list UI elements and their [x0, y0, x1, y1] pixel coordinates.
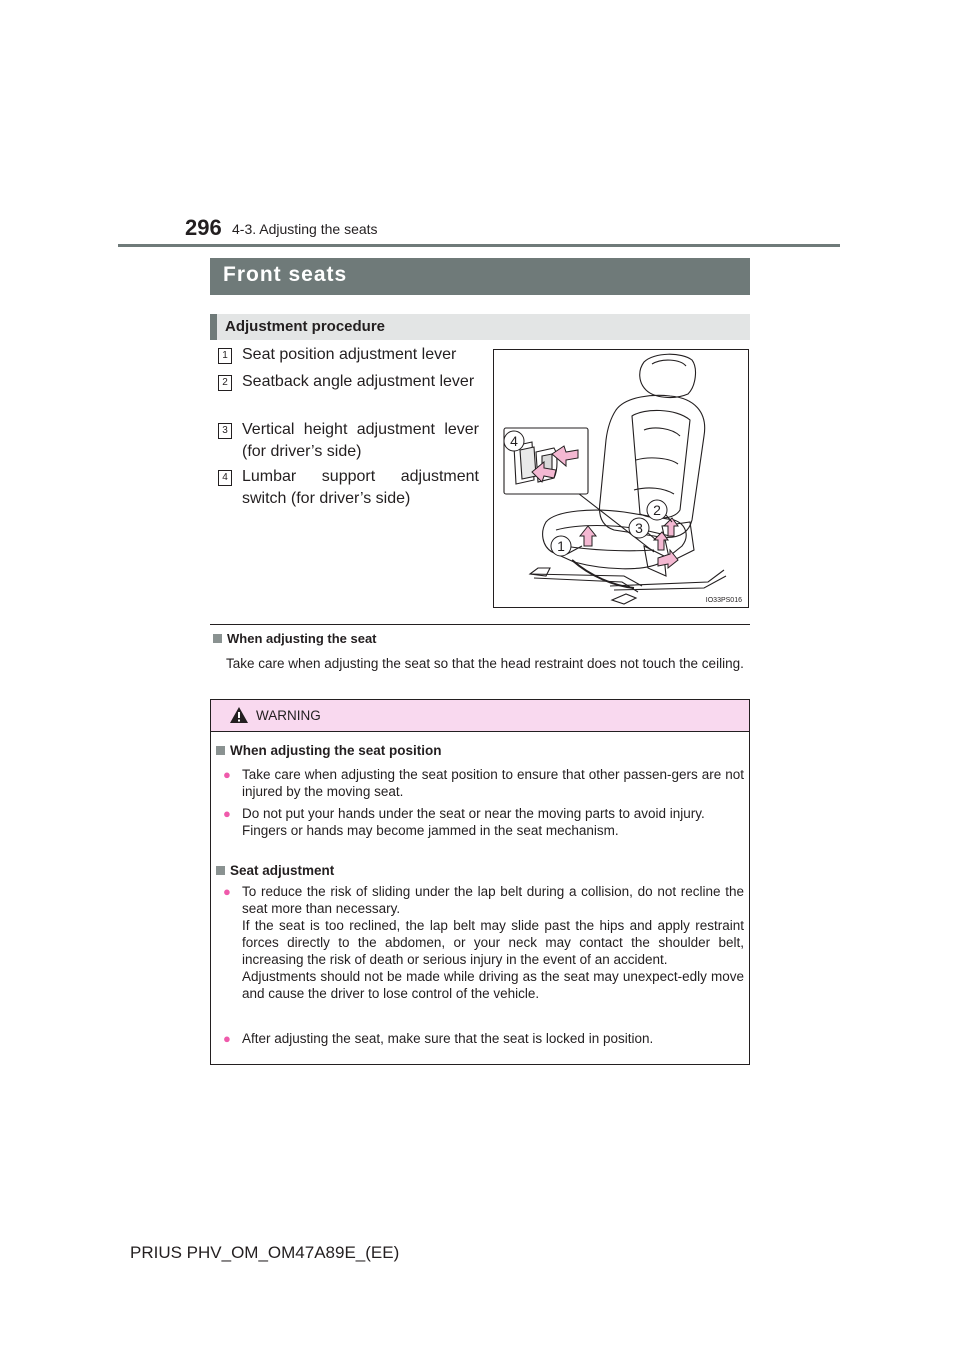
item-number-badge: 3	[218, 423, 232, 439]
item-number-badge: 4	[218, 470, 232, 486]
warning-bullet-text: After adjusting the seat, make sure that the seat is locked in position.	[242, 1031, 654, 1046]
list-item: Vertical height adjustment lever (for driver’s side)	[242, 421, 479, 460]
list-item: Seat position adjustment lever	[242, 346, 457, 363]
square-bullet-icon	[216, 866, 225, 875]
warning-box	[210, 699, 750, 1065]
bullet-icon: ●	[223, 1031, 231, 1046]
warning-bullet-text: To reduce the risk of sliding under the lap belt during a collision, do not recline the seat more than necessary. If the seat is too reclined, the lap belt may slide past the hips and apply restraint forces directly to the abdomen, or your neck may contact the shoulder belt, increasing the risk of death or serious injury in the event of an accident. Adjustments should not be made while driving as the seat may unexpect-edly move and cause the driver to lose control of the vehicle.	[242, 884, 744, 1001]
warning-triangle-icon	[229, 706, 249, 724]
section-title: 4-3. Adjusting the seats	[232, 221, 378, 237]
page-number: 296	[185, 215, 222, 240]
warning-section-heading	[216, 863, 334, 878]
note-heading	[213, 631, 377, 646]
footer-text: PRIUS PHV_OM_OM47A89E_(EE)	[130, 1243, 400, 1262]
list-item: Seatback angle adjustment lever	[242, 373, 475, 390]
list-item: Lumbar support adjustment switch (for driver’s side)	[242, 468, 479, 507]
warning-section-heading-text: Seat adjustment	[230, 863, 335, 878]
note-heading-text: When adjusting the seat	[227, 631, 377, 646]
callout-3: 3	[635, 520, 643, 536]
warning-section-heading-text: When adjusting the seat position	[230, 743, 442, 758]
header-rule	[118, 244, 840, 247]
seat-illustration	[493, 349, 749, 608]
warning-bullet-text: Do not put your hands under the seat or near the moving parts to avoid injury. Fingers or hands may become jammed in the seat mechanism.	[242, 806, 705, 838]
bullet-icon: ●	[223, 806, 231, 821]
warning-bullet-text: Take care when adjusting the seat position to ensure that other passen-gers are not injured by the moving seat.	[242, 767, 744, 799]
page-title: Front seats	[210, 258, 750, 295]
seat-drawing	[494, 350, 748, 607]
illustration-code: IO33PS016	[705, 597, 742, 604]
callout-4: 4	[510, 433, 518, 449]
warning-label: WARNING	[256, 708, 321, 723]
warning-header	[211, 700, 749, 732]
callout-2: 2	[653, 502, 661, 518]
item-number-badge: 1	[218, 348, 232, 364]
square-bullet-icon	[216, 746, 225, 755]
square-bullet-icon	[213, 634, 222, 643]
note-body: Take care when adjusting the seat so that the head restraint does not touch the ceiling.	[226, 656, 744, 671]
callout-1: 1	[557, 538, 565, 554]
item-number-badge: 2	[218, 375, 232, 391]
divider	[210, 624, 750, 625]
bullet-icon: ●	[223, 767, 231, 782]
bullet-icon: ●	[223, 884, 231, 899]
subheading: Adjustment procedure	[210, 314, 750, 340]
warning-section-heading	[216, 743, 442, 758]
